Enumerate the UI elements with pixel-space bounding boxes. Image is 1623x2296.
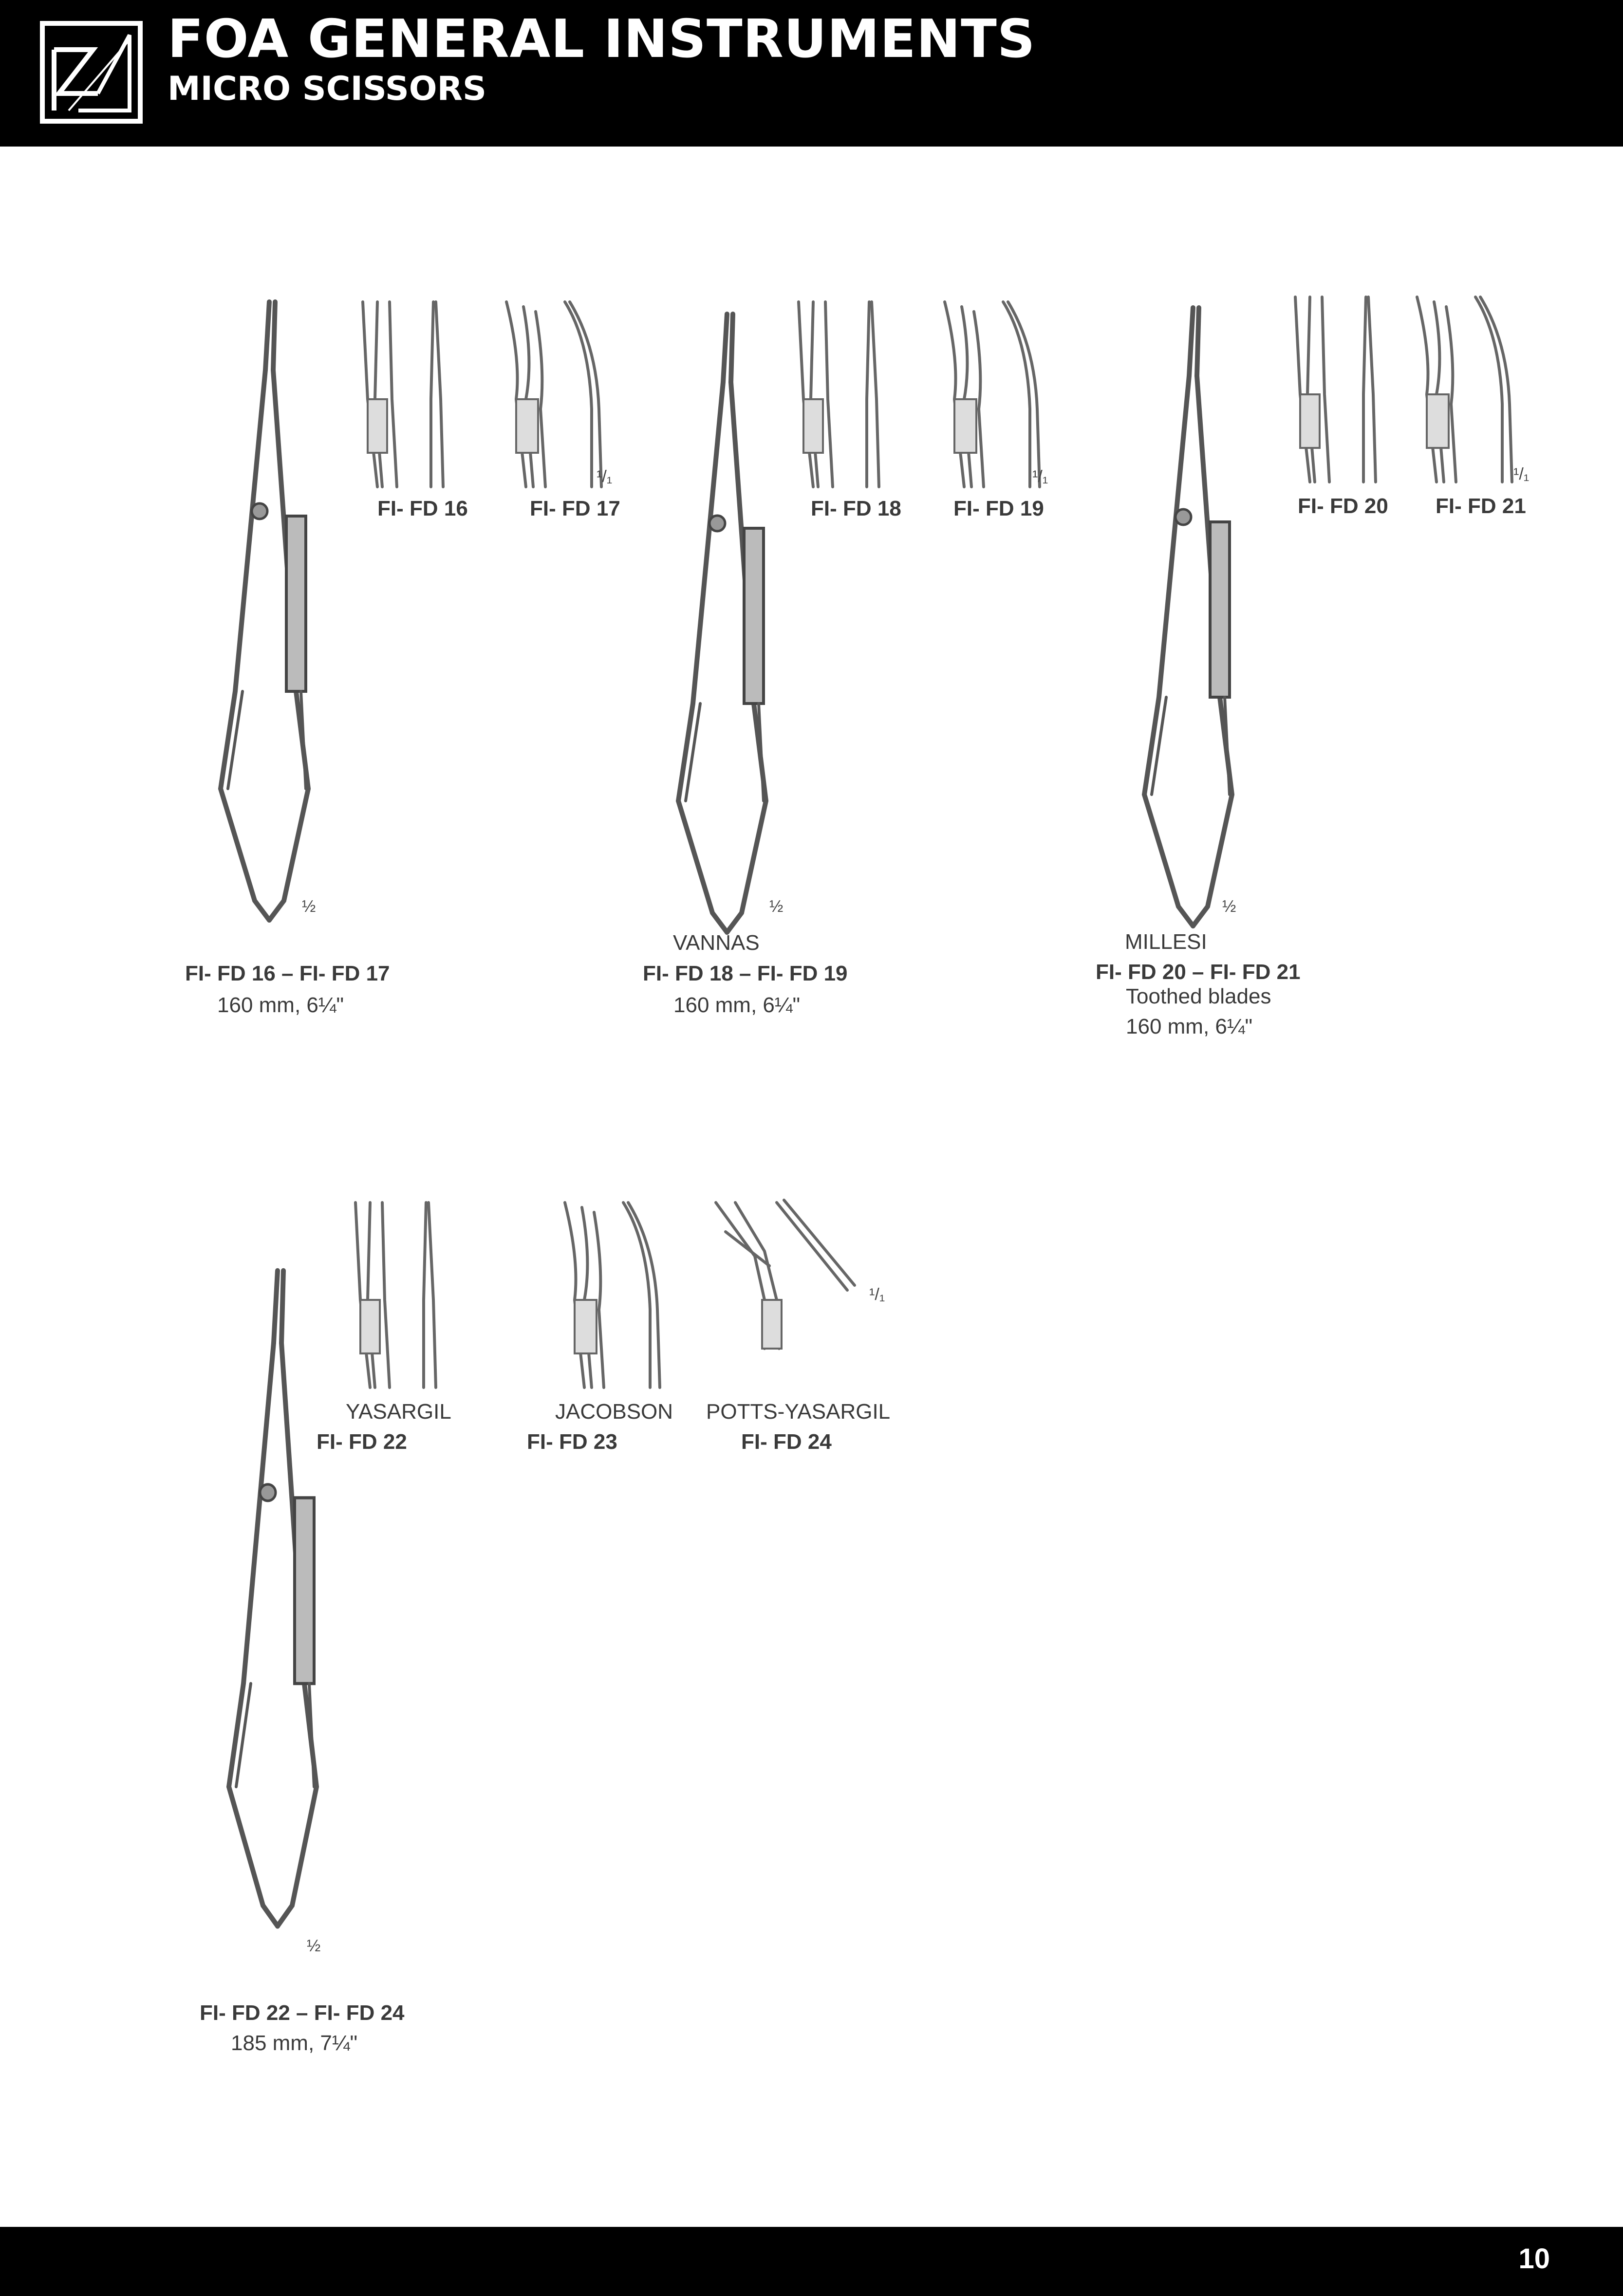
item-codes-fd20-fd21: FI- FD 20 – FI- FD 21 xyxy=(1096,960,1301,984)
item-size-fd18-fd19: 160 mm, 6¼" xyxy=(673,993,801,1017)
tip-code-fd16: FI- FD 16 xyxy=(377,497,468,520)
scissors-millesi-illustration xyxy=(1144,308,1232,926)
tip-code-fd20: FI- FD 20 xyxy=(1298,494,1388,518)
tip-code-fd24: FI- FD 24 xyxy=(741,1430,832,1454)
scale-full-label: ¹/₁ xyxy=(597,467,613,486)
tip-code-fd17: FI- FD 17 xyxy=(530,497,620,520)
brand-title: FOA GENERAL INSTRUMENTS xyxy=(168,9,1036,70)
scale-half-label: ½ xyxy=(307,1937,321,1955)
tip-name-potts-yasargil: POTTS-YASARGIL xyxy=(706,1400,891,1424)
tip-code-fd22: FI- FD 22 xyxy=(317,1430,407,1454)
item-note-toothed-blades: Toothed blades xyxy=(1126,984,1271,1008)
scissors-fd16-fd17-illustration xyxy=(221,302,308,920)
tip-code-fd18: FI- FD 18 xyxy=(811,497,901,520)
scale-half-label: ½ xyxy=(302,897,316,916)
item-name-millesi: MILLESI xyxy=(1125,930,1207,954)
page-footer xyxy=(0,2227,1623,2296)
scale-full-label: ¹/₁ xyxy=(1032,467,1048,486)
scissors-fd22-fd24-illustration xyxy=(229,1271,317,1926)
tip-name-yasargil: YASARGIL xyxy=(346,1400,451,1424)
scale-half-label: ½ xyxy=(769,897,784,916)
page-number: 10 xyxy=(1518,2243,1550,2275)
scissors-vannas-illustration xyxy=(678,314,766,932)
tip-code-fd19: FI- FD 19 xyxy=(953,497,1044,520)
item-codes-fd16-fd17: FI- FD 16 – FI- FD 17 xyxy=(185,962,390,985)
item-codes-fd18-fd19: FI- FD 18 – FI- FD 19 xyxy=(643,962,848,985)
scale-half-label: ½ xyxy=(1222,897,1236,916)
item-codes-fd22-fd24: FI- FD 22 – FI- FD 24 xyxy=(200,2001,405,2025)
item-name-vannas: VANNAS xyxy=(673,931,760,955)
section-subtitle: MICRO SCISSORS xyxy=(168,70,486,108)
tip-name-jacobson: JACOBSON xyxy=(555,1400,673,1424)
tip-code-fd23: FI- FD 23 xyxy=(527,1430,617,1454)
item-size-fd16-fd17: 160 mm, 6¼" xyxy=(217,993,344,1017)
item-size-fd20-fd21: 160 mm, 6¼" xyxy=(1126,1015,1253,1038)
scale-full-label: ¹/₁ xyxy=(1513,465,1530,483)
scale-full-label: ¹/₁ xyxy=(869,1285,885,1304)
item-size-fd22-fd24: 185 mm, 7¼" xyxy=(231,2031,358,2055)
tip-code-fd21: FI- FD 21 xyxy=(1436,494,1526,518)
